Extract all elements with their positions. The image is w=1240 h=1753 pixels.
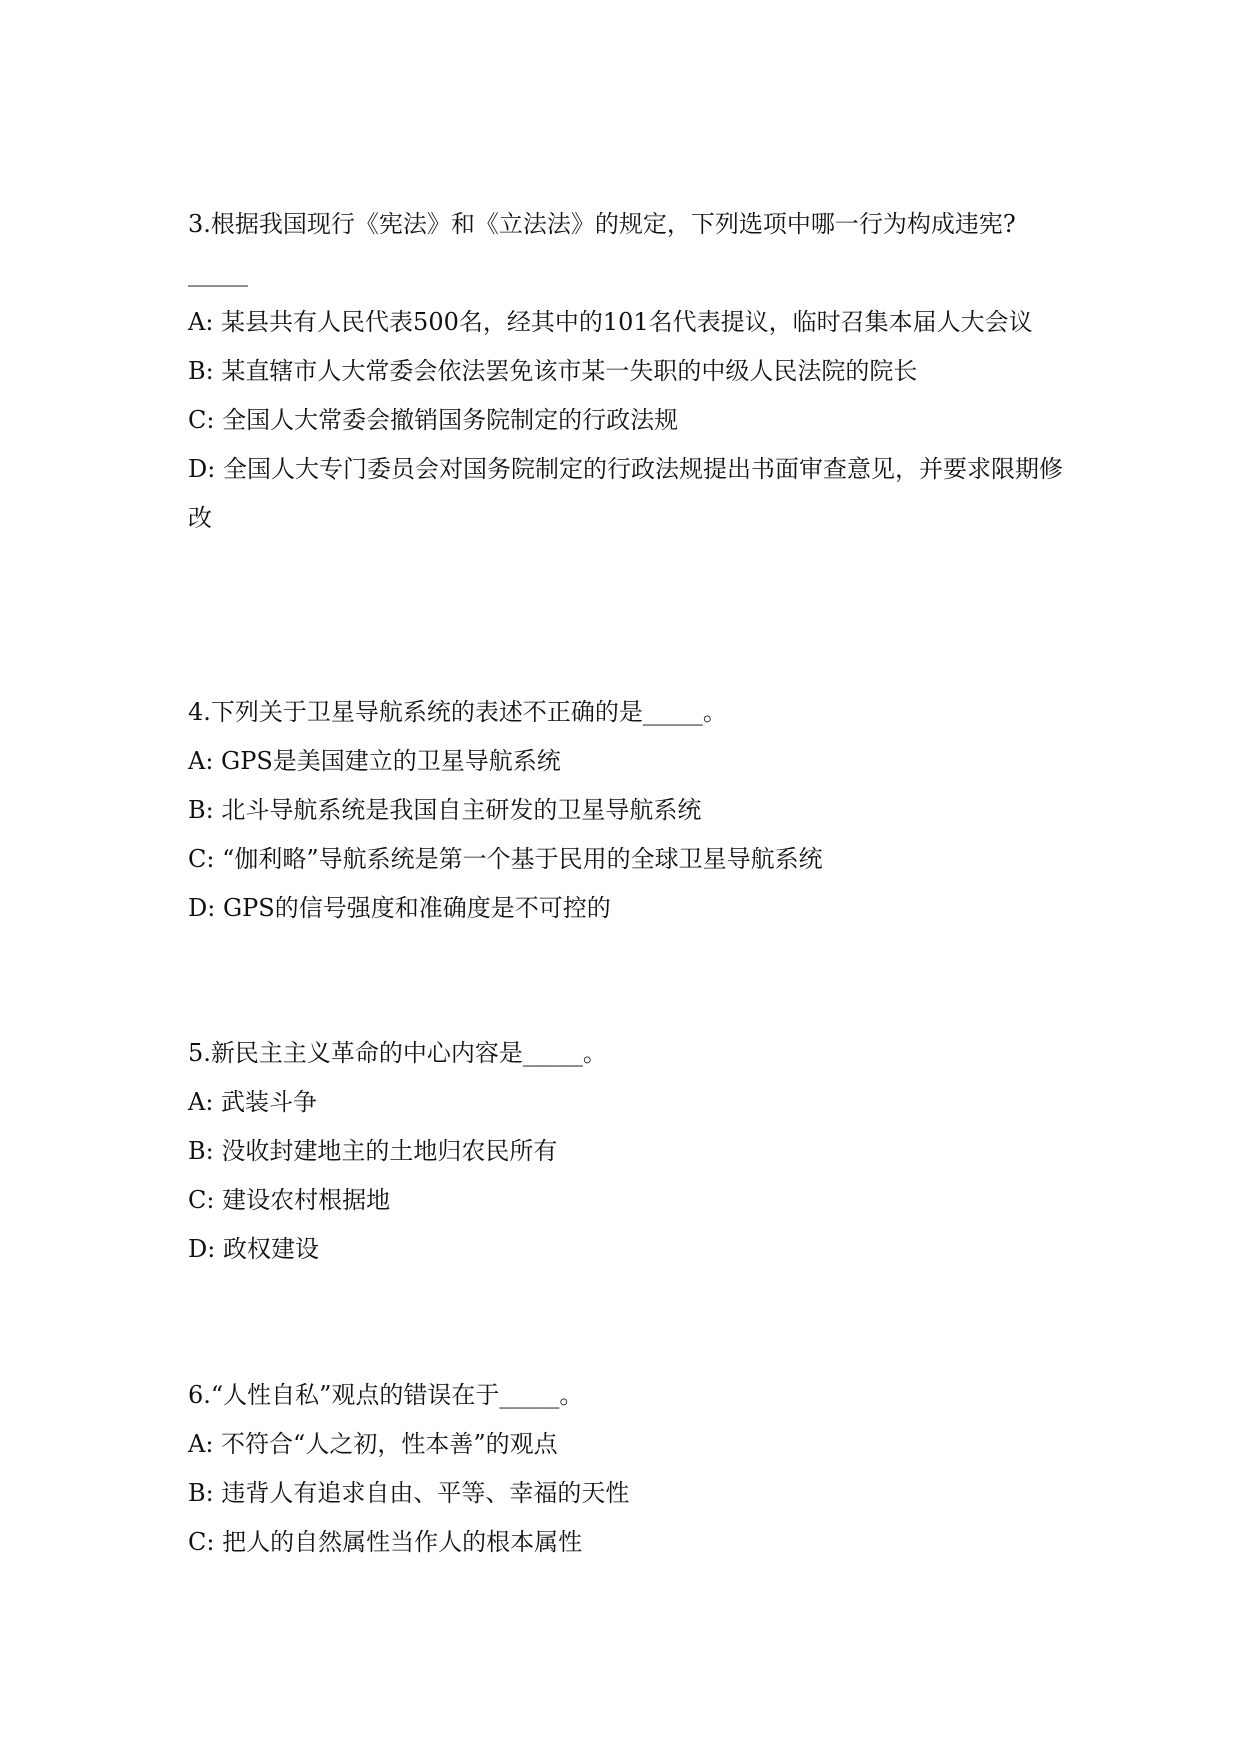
option-c: C: “伽利略”导航系统是第一个基于民用的全球卫星导航系统 <box>188 845 823 873</box>
option-a: A: 某县共有人民代表500名，经其中的101名代表提议，临时召集本届人大会议 <box>188 308 1033 336</box>
question-4 <box>188 688 1068 933</box>
question-stem: 4.下列关于卫星导航系统的表述不正确的是_____。 <box>188 698 727 726</box>
option-b: B: 北斗导航系统是我国自主研发的卫星导航系统 <box>188 796 702 824</box>
option-b: B: 违背人有追求自由、平等、幸福的天性 <box>188 1479 630 1507</box>
option-a: A: 不符合“人之初，性本善”的观点 <box>188 1430 558 1458</box>
option-c: C: 全国人大常委会撤销国务院制定的行政法规 <box>188 406 679 434</box>
question-5 <box>188 1029 1068 1274</box>
question-stem: 5.新民主主义革命的中心内容是_____。 <box>188 1039 607 1067</box>
question-stem: 6.“人性自私”观点的错误在于_____。 <box>188 1381 584 1409</box>
option-c: C: 建设农村根据地 <box>188 1186 391 1214</box>
option-b: B: 某直辖市人大常委会依法罢免该市某一失职的中级人民法院的院长 <box>188 357 918 385</box>
option-d: D: 全国人大专门委员会对国务院制定的行政法规提出书面审查意见，并要求限期修改 <box>188 455 1063 532</box>
question-stem: 3.根据我国现行《宪法》和《立法法》的规定，下列选项中哪一行为构成违宪?_____ <box>188 210 1016 287</box>
option-a: A: GPS是美国建立的卫星导航系统 <box>188 747 561 775</box>
option-a: A: 武装斗争 <box>188 1088 318 1116</box>
option-d: D: GPS的信号强度和准确度是不可控的 <box>188 894 611 922</box>
question-6 <box>188 1371 1068 1567</box>
option-c: C: 把人的自然属性当作人的根本属性 <box>188 1528 583 1556</box>
option-b: B: 没收封建地主的土地归农民所有 <box>188 1137 558 1165</box>
question-3 <box>188 200 1068 543</box>
option-d: D: 政权建设 <box>188 1235 319 1263</box>
